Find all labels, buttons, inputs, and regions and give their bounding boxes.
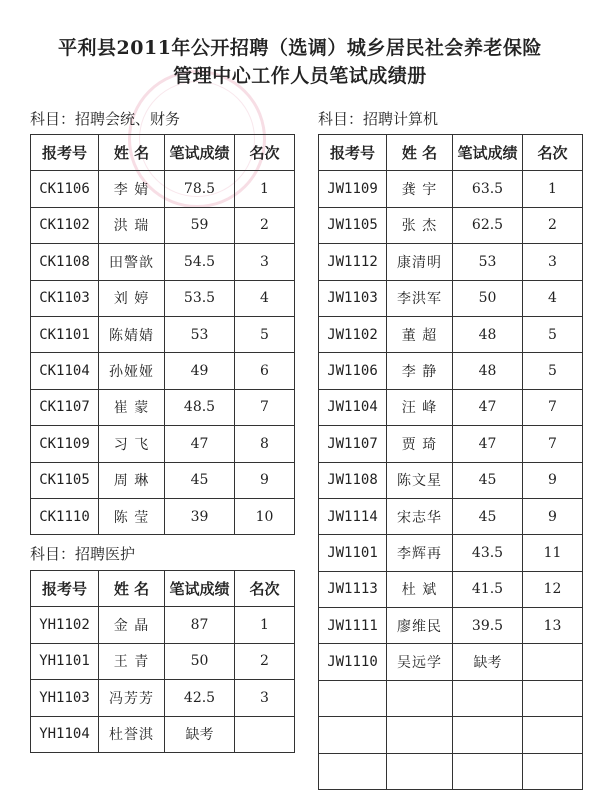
table-row [31,426,295,462]
exam-number-cell: CK1105 [31,462,99,498]
table-row [31,207,295,243]
exam-number-cell: JW1105 [319,207,387,243]
exam-number-cell: JW1113 [319,571,387,607]
score-cell [453,753,523,789]
score-cell: 42.5 [165,680,235,716]
score-cell: 39 [165,498,235,534]
score-cell: 50 [453,280,523,316]
rank-cell: 3 [235,244,295,280]
name-cell: 汪 峰 [387,389,453,425]
column-header: 名次 [235,571,295,607]
exam-number-cell: CK1108 [31,244,99,280]
rank-cell: 6 [235,353,295,389]
table-row [319,244,583,280]
rank-cell: 12 [523,571,583,607]
rank-cell [523,680,583,716]
table-row [319,535,583,571]
name-cell: 李辉再 [387,535,453,571]
name-cell: 陈文星 [387,462,453,498]
document-title-line2: 管理中心工作人员笔试成绩册 [173,65,427,87]
score-cell: 45 [453,498,523,534]
column-header: 报考号 [31,135,99,171]
score-table-computer [318,134,583,790]
score-table-medical [30,570,295,753]
name-cell: 康清明 [387,244,453,280]
exam-number-cell: JW1112 [319,244,387,280]
name-cell: 习 飞 [99,426,165,462]
score-cell: 39.5 [453,608,523,644]
table-row [319,571,583,607]
rank-cell: 8 [235,426,295,462]
column-header: 笔试成绩 [165,135,235,171]
name-cell: 孙娅娅 [99,353,165,389]
table-row [31,462,295,498]
table-row [319,498,583,534]
rank-cell: 4 [235,280,295,316]
table-row [319,644,583,680]
name-cell: 张 杰 [387,207,453,243]
table-row [31,316,295,352]
table-row [319,207,583,243]
table-row [319,426,583,462]
exam-number-cell: CK1109 [31,426,99,462]
rank-cell: 13 [523,608,583,644]
name-cell: 崔 蒙 [99,389,165,425]
exam-number-cell: JW1114 [319,498,387,534]
name-cell: 董 超 [387,316,453,352]
table-row [319,280,583,316]
score-cell [453,717,523,753]
exam-number-cell: JW1101 [319,535,387,571]
score-cell: 59 [165,207,235,243]
column-header: 名次 [235,135,295,171]
table-row [31,171,295,207]
score-cell: 缺考 [165,716,235,752]
table-row [319,717,583,753]
rank-cell: 11 [523,535,583,571]
column-header: 姓 名 [387,135,453,171]
exam-number-cell: CK1103 [31,280,99,316]
rank-cell: 3 [235,680,295,716]
exam-number-cell: JW1108 [319,462,387,498]
table-row [319,680,583,716]
rank-cell: 9 [235,462,295,498]
exam-number-cell: YH1102 [31,607,99,643]
subject-label-computer: 科目：招聘计算机 [318,110,439,128]
exam-number-cell: JW1103 [319,280,387,316]
exam-number-cell: JW1107 [319,426,387,462]
exam-number-cell: YH1101 [31,643,99,679]
column-header: 名次 [523,135,583,171]
exam-number-cell: JW1106 [319,353,387,389]
exam-number-cell: JW1102 [319,316,387,352]
table-row [31,389,295,425]
exam-number-cell: CK1104 [31,353,99,389]
score-cell: 47 [453,389,523,425]
name-cell: 金 晶 [99,607,165,643]
subject-label-medical: 科目：招聘医护 [30,545,136,563]
name-cell: 李 静 [387,353,453,389]
subject-label-accounting: 科目：招聘会统、财务 [30,110,181,128]
score-cell: 62.5 [453,207,523,243]
table-row [319,753,583,789]
score-cell: 45 [165,462,235,498]
exam-number-cell [319,680,387,716]
exam-number-cell: YH1103 [31,680,99,716]
table-header-row [319,135,583,171]
table-row [31,607,295,643]
score-cell: 47 [165,426,235,462]
rank-cell: 1 [235,607,295,643]
table-header-row [31,135,295,171]
score-cell: 54.5 [165,244,235,280]
rank-cell: 10 [235,498,295,534]
column-header: 笔试成绩 [165,571,235,607]
table-row [319,389,583,425]
exam-number-cell: JW1104 [319,389,387,425]
column-header: 报考号 [31,571,99,607]
name-cell: 刘 婷 [99,280,165,316]
name-cell: 周 琳 [99,462,165,498]
name-cell: 洪 瑞 [99,207,165,243]
table-row [31,353,295,389]
name-cell [387,753,453,789]
table-row [31,498,295,534]
exam-number-cell: CK1102 [31,207,99,243]
name-cell [387,717,453,753]
score-table-accounting [30,134,295,535]
table-row [319,462,583,498]
rank-cell: 2 [523,207,583,243]
exam-number-cell: CK1107 [31,389,99,425]
column-header: 姓 名 [99,135,165,171]
table-row [319,353,583,389]
score-cell: 47 [453,426,523,462]
exam-number-cell: CK1110 [31,498,99,534]
exam-number-cell: JW1111 [319,608,387,644]
rank-cell: 7 [523,389,583,425]
name-cell: 陈婧婧 [99,316,165,352]
rank-cell: 1 [523,171,583,207]
score-cell: 53 [165,316,235,352]
table-row [319,316,583,352]
score-cell: 87 [165,607,235,643]
score-cell: 78.5 [165,171,235,207]
exam-number-cell: CK1101 [31,316,99,352]
score-cell: 43.5 [453,535,523,571]
exam-number-cell: JW1110 [319,644,387,680]
exam-number-cell [319,717,387,753]
table-row [31,280,295,316]
name-cell: 宋志华 [387,498,453,534]
rank-cell: 9 [523,462,583,498]
name-cell: 龚 宇 [387,171,453,207]
name-cell: 陈 莹 [99,498,165,534]
score-cell: 53 [453,244,523,280]
score-cell: 48.5 [165,389,235,425]
exam-number-cell: CK1106 [31,171,99,207]
name-cell: 贾 琦 [387,426,453,462]
rank-cell [523,753,583,789]
rank-cell [523,644,583,680]
table-row [31,680,295,716]
exam-number-cell: JW1109 [319,171,387,207]
column-header: 姓 名 [99,571,165,607]
name-cell: 杜誉淇 [99,716,165,752]
score-cell: 63.5 [453,171,523,207]
column-header: 报考号 [319,135,387,171]
score-cell: 48 [453,316,523,352]
table-row [319,171,583,207]
rank-cell: 5 [235,316,295,352]
rank-cell: 5 [523,316,583,352]
name-cell: 杜 斌 [387,571,453,607]
column-header: 笔试成绩 [453,135,523,171]
score-cell: 缺考 [453,644,523,680]
rank-cell [523,717,583,753]
rank-cell: 7 [235,389,295,425]
rank-cell: 3 [523,244,583,280]
score-cell: 41.5 [453,571,523,607]
table-row [31,716,295,752]
name-cell: 廖维民 [387,608,453,644]
name-cell: 吴远学 [387,644,453,680]
rank-cell: 1 [235,171,295,207]
rank-cell: 9 [523,498,583,534]
score-cell [453,680,523,716]
name-cell: 李 婧 [99,171,165,207]
name-cell: 李洪军 [387,280,453,316]
name-cell: 田警歆 [99,244,165,280]
score-cell: 45 [453,462,523,498]
table-row [31,643,295,679]
score-cell: 49 [165,353,235,389]
score-cell: 53.5 [165,280,235,316]
table-row [31,244,295,280]
rank-cell: 7 [523,426,583,462]
rank-cell [235,716,295,752]
document-title-line1: 平利县2011年公开招聘（选调）城乡居民社会养老保险 [58,37,542,59]
exam-number-cell: YH1104 [31,716,99,752]
table-header-row [31,571,295,607]
name-cell: 王 青 [99,643,165,679]
score-cell: 48 [453,353,523,389]
exam-number-cell [319,753,387,789]
name-cell [387,680,453,716]
rank-cell: 5 [523,353,583,389]
score-cell: 50 [165,643,235,679]
rank-cell: 4 [523,280,583,316]
rank-cell: 2 [235,207,295,243]
name-cell: 冯芳芳 [99,680,165,716]
table-row [319,608,583,644]
rank-cell: 2 [235,643,295,679]
